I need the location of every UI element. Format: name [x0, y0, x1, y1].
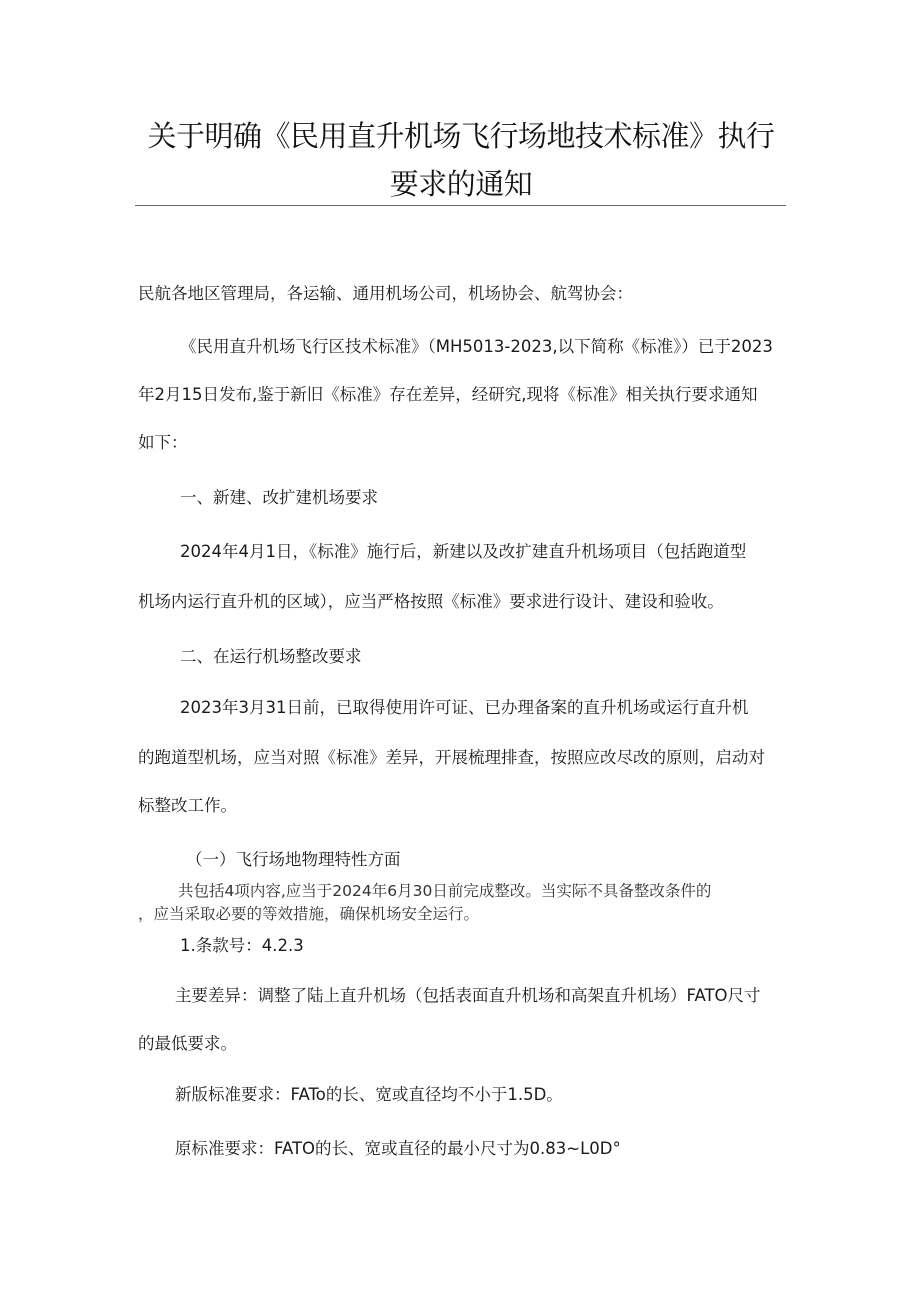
section-2-line-1: 2023年3月31日前，已取得使用许可证、已办理备案的直升机场或运行直升机 — [180, 698, 749, 717]
intro-line-2: 年2月15日发布,鉴于新旧《标准》存在差异，经研究,现将《标准》相关执行要求通知 — [138, 385, 758, 404]
salutation: 民航各地区管理局，各运输、通用机场公司，机场协会、航驾协会： — [138, 284, 633, 303]
section-2-line-2: 的跑道型机场，应当对照《标准》差异，开展梳理排查，按照应改尽改的原则，启动对 — [138, 748, 765, 767]
clause-old-requirement: 原标准要求：FATO的长、宽或直径的最小尺寸为0.83~L0D° — [175, 1139, 621, 1158]
subsection-1-line-2: ，应当采取必要的等效措施，确保机场安全运行。 — [138, 905, 480, 923]
section-2-heading: 二、在运行机场整改要求 — [180, 647, 362, 666]
intro-line-1: 《民用直升机场飞行区技术标准》（MH5013-2023,以下简称《标准》）已于2023 — [180, 337, 773, 356]
clause-diff-line-1: 主要差异：调整了陆上直升机场（包括表面直升机场和高架直升机场）FATO尺寸 — [175, 986, 761, 1005]
clause-new-requirement: 新版标准要求：FATo的长、宽或直径均不小于1.5D。 — [175, 1085, 563, 1104]
section-1-heading: 一、新建、改扩建机场要求 — [180, 488, 378, 507]
title-underline — [135, 205, 786, 206]
clause-diff-line-2: 的最低要求。 — [138, 1034, 237, 1053]
intro-line-3: 如下： — [138, 433, 188, 452]
section-1-line-2: 机场内运行直升机的区域），应当严格按照《标准》要求进行设计、建设和验收。 — [138, 592, 724, 611]
subsection-1-heading: （一）飞行场地物理特性方面 — [186, 850, 401, 869]
subsection-1-line-1: 共包括4项内容,应当于2024年6月30日前完成整改。当实际不具备整改条件的 — [178, 882, 712, 900]
section-2-line-3: 标整改工作。 — [138, 796, 237, 815]
section-1-line-1: 2024年4月1日，《标准》施行后，新建以及改扩建直升机场项目（包括跑道型 — [180, 542, 747, 561]
document-title: 关于明确《民用直升机场飞行场地技术标准》执行要求的通知 — [147, 119, 775, 201]
clause-number: 1.条款号：4.2.3 — [180, 936, 304, 955]
